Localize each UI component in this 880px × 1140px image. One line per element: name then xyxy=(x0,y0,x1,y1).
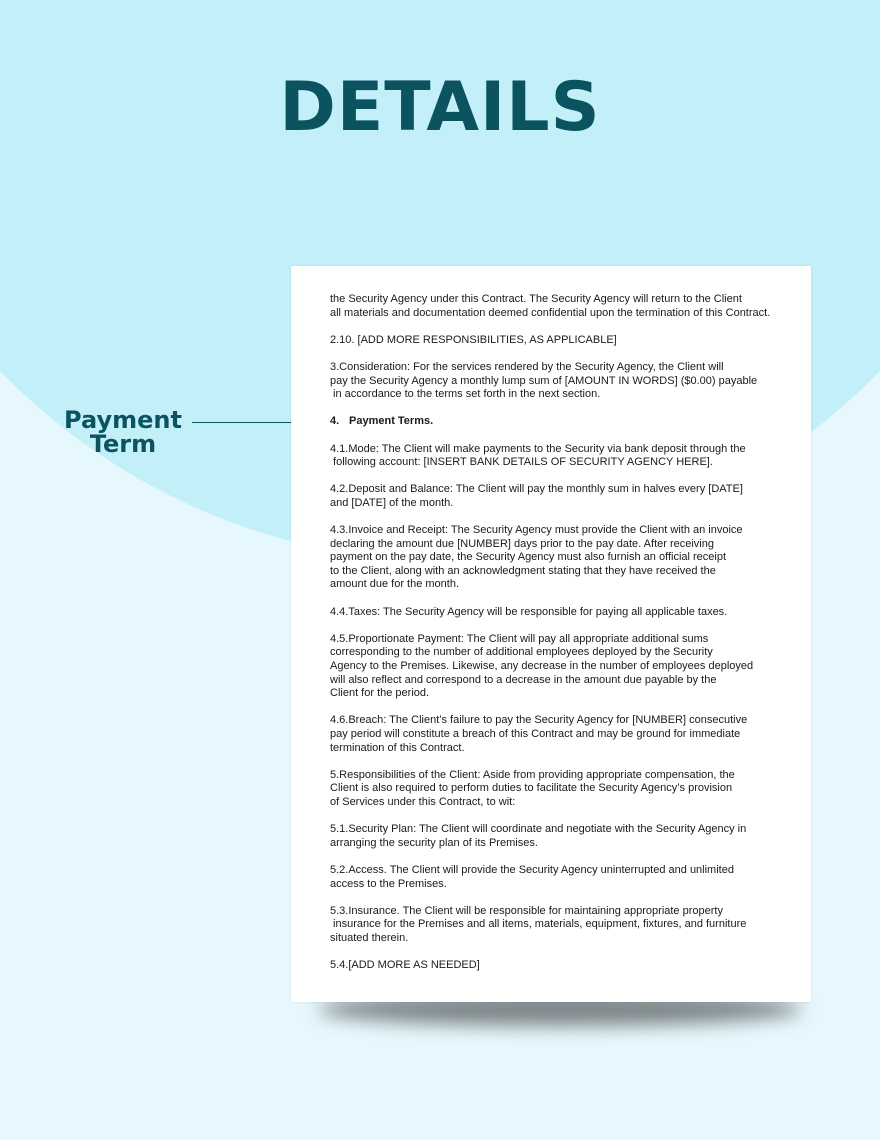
text-line: access to the Premises. xyxy=(330,877,447,890)
callout-line-2: Term xyxy=(89,430,157,458)
text-line: Client for the period. xyxy=(330,687,430,700)
text-line: situated therein. xyxy=(330,931,409,944)
text-line: 2.10. [ADD MORE RESPONSIBILITIES, AS APPLICABLE] xyxy=(330,333,617,346)
text-line: Client is also required to perform duties to facilitate the Security Agency’s provision xyxy=(330,782,733,795)
section-4-number: 4. xyxy=(330,415,340,428)
paragraph-4-4-taxes xyxy=(330,606,800,620)
text-line: all materials and documentation deemed confidential upon the termination of this Contract. xyxy=(330,306,771,319)
paragraph-2-10 xyxy=(330,334,800,348)
text-line: 4.3.Invoice and Receipt: The Security Agency must provide the Client with an invoice xyxy=(330,524,743,537)
text-line: corresponding to the number of additional employees deployed by the Security xyxy=(330,646,713,659)
text-line: payment on the pay date, the Security Agency must also furnish an official receipt xyxy=(330,551,727,564)
text-line: insurance for the Premises and all items, materials, equipment, fixtures, and furniture xyxy=(330,918,747,931)
section-4-label: Payment Terms. xyxy=(349,415,434,428)
paragraph-3-consideration xyxy=(330,361,800,402)
payment-term-callout xyxy=(58,408,188,456)
document-body xyxy=(330,293,800,986)
section-4-title xyxy=(330,415,800,429)
paragraph-5-1-security-plan xyxy=(330,823,800,850)
text-line: and [DATE] of the month. xyxy=(330,496,454,509)
text-line: amount due for the month. xyxy=(330,578,460,591)
text-line: 5.Responsibilities of the Client: Aside from providing appropriate compensation, the xyxy=(330,768,735,781)
text-line: will also reflect and correspond to a decrease in the amount due payable by the xyxy=(330,673,717,686)
paragraph-4-6-breach xyxy=(330,714,800,755)
callout-line-1: Payment xyxy=(64,406,182,434)
text-line: arranging the security plan of its Premises. xyxy=(330,836,538,849)
paragraph-5-2-access xyxy=(330,864,800,891)
text-line: the Security Agency under this Contract. The Security Agency will return to the Client xyxy=(330,293,742,305)
text-line: following account: [INSERT BANK DETAILS OF SECURITY AGENCY HERE]. xyxy=(330,456,713,469)
paragraph-4-5-proportionate xyxy=(330,633,800,701)
paragraph-4-1-mode xyxy=(330,443,800,470)
text-line: to the Client, along with an acknowledgment stating that they have received the xyxy=(330,564,716,577)
text-line: pay period will constitute a breach of this Contract and may be ground for immediate xyxy=(330,728,741,740)
text-line: 5.3.Insurance. The Client will be responsible for maintaining appropriate property xyxy=(330,904,723,917)
text-line: 4.6.Breach: The Client’s failure to pay the Security Agency for [NUMBER] consecutive xyxy=(330,714,748,727)
text-line: declaring the amount due [NUMBER] days prior to the pay date. After receiving xyxy=(330,537,714,550)
text-line: in accordance to the terms set forth in the next section. xyxy=(330,388,601,401)
paragraph-4-2-deposit xyxy=(330,483,800,510)
text-line: 5.1.Security Plan: The Client will coordinate and negotiate with the Security Agency in xyxy=(330,823,747,836)
page-heading: DETAILS xyxy=(279,68,601,147)
text-line: 4.5.Proportionate Payment: The Client will pay all appropriate additional sums xyxy=(330,632,709,645)
paragraph-confidential-return xyxy=(330,293,800,320)
paragraph-4-3-invoice xyxy=(330,524,800,592)
paragraph-5-3-insurance xyxy=(330,905,800,946)
text-line: 3.Consideration: For the services rendered by the Security Agency, the Client will xyxy=(330,360,724,373)
text-line: 4.2.Deposit and Balance: The Client will pay the monthly sum in halves every [DATE] xyxy=(330,483,743,496)
text-line: termination of this Contract. xyxy=(330,741,465,754)
paragraph-5-4-add-more xyxy=(330,959,800,973)
text-line: 4.4.Taxes: The Security Agency will be responsible for paying all applicable taxes. xyxy=(330,605,728,618)
text-line: of Services under this Contract, to wit: xyxy=(330,795,516,808)
text-line: pay the Security Agency a monthly lump sum of [AMOUNT IN WORDS] ($0.00) payable xyxy=(330,374,758,387)
paragraph-5-client-responsibilities xyxy=(330,769,800,810)
document-page xyxy=(291,266,811,1002)
text-line: 4.1.Mode: The Client will make payments to the Security via bank deposit through the xyxy=(330,442,746,455)
text-line: Agency to the Premises. Likewise, any decrease in the number of employees deployed xyxy=(330,660,754,673)
text-line: 5.2.Access. The Client will provide the Security Agency uninterrupted and unlimited xyxy=(330,863,734,876)
text-line: 5.4.[ADD MORE AS NEEDED] xyxy=(330,959,480,972)
